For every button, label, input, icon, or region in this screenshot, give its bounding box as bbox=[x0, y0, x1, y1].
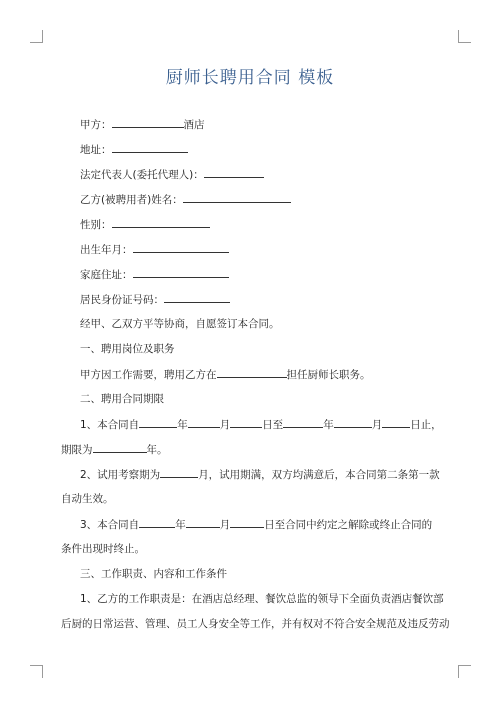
blank-line[interactable] bbox=[334, 417, 372, 428]
blank-line[interactable] bbox=[112, 117, 184, 128]
paragraph: 甲方因工作需要，聘用乙方在 担任厨师长职务。 bbox=[80, 369, 371, 381]
blank-line[interactable] bbox=[160, 467, 198, 478]
page-corner-mark bbox=[30, 30, 43, 43]
blank-line[interactable] bbox=[93, 442, 147, 453]
blank-line[interactable] bbox=[133, 267, 229, 278]
blank-line[interactable] bbox=[112, 142, 188, 153]
paragraph: 3、本合同自 年 月 日至合同中约定之解除或终止合同的 bbox=[80, 519, 433, 531]
blank-line[interactable] bbox=[230, 417, 262, 428]
blank-line[interactable] bbox=[217, 367, 287, 378]
section-heading: 三、工作职责、内容和工作条件 bbox=[80, 568, 227, 580]
section-heading: 一、聘用岗位及职务 bbox=[80, 343, 175, 355]
field-gender: 性别： bbox=[80, 217, 210, 232]
page-corner-mark bbox=[458, 665, 471, 678]
paragraph: 条件出现时终止。 bbox=[61, 543, 145, 555]
page-corner-mark bbox=[458, 30, 471, 43]
blank-line[interactable] bbox=[183, 192, 291, 203]
blank-line[interactable] bbox=[382, 417, 410, 428]
paragraph: 1、本合同自 年 月 日至 年 月 日止， bbox=[80, 419, 442, 431]
blank-line[interactable] bbox=[230, 517, 264, 528]
blank-line[interactable] bbox=[188, 417, 220, 428]
field-party-b: 乙方(被聘用者)姓名： bbox=[80, 192, 291, 207]
section-heading: 二、聘用合同期限 bbox=[80, 393, 164, 405]
blank-line[interactable] bbox=[133, 242, 229, 253]
blank-line[interactable] bbox=[186, 517, 220, 528]
field-party-a: 甲方： 酒店 bbox=[80, 119, 205, 131]
paragraph: 1、乙方的工作职责是：在酒店总经理、餐饮总监的领导下全面负责酒店餐饮部 bbox=[80, 593, 444, 605]
document-title: 厨师长聘用合同 模板 bbox=[165, 68, 335, 88]
blank-line[interactable] bbox=[283, 417, 323, 428]
field-legal-rep: 法定代表人(委托代理人)： bbox=[80, 167, 264, 182]
page-corner-mark bbox=[30, 665, 43, 678]
paragraph: 自动生效。 bbox=[61, 493, 114, 505]
paragraph: 经甲、乙双方平等协商，自愿签订本合同。 bbox=[80, 318, 280, 330]
paragraph: 期限为 年。 bbox=[61, 444, 168, 456]
paragraph: 2、试用考察期为 月，试用期满，双方均满意后，本合同第二条第一款 bbox=[80, 469, 440, 481]
blank-line[interactable] bbox=[164, 292, 230, 303]
field-birth: 出生年月： bbox=[80, 242, 229, 257]
field-home: 家庭住址： bbox=[80, 267, 229, 282]
paragraph: 后厨的日常运营、管理、员工人身安全等工作，并有权对不符合安全规范及违反劳动 bbox=[61, 618, 450, 630]
field-id-number: 居民身份证号码： bbox=[80, 292, 230, 307]
blank-line[interactable] bbox=[139, 417, 177, 428]
field-address: 地址： bbox=[80, 142, 188, 157]
blank-line[interactable] bbox=[139, 517, 175, 528]
blank-line[interactable] bbox=[112, 217, 210, 228]
blank-line[interactable] bbox=[204, 167, 264, 178]
